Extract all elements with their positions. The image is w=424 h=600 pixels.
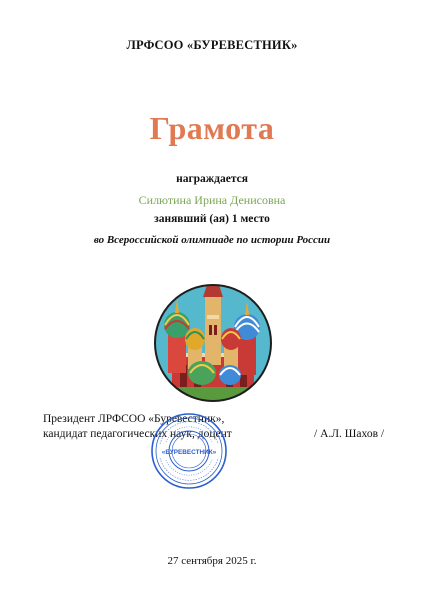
organization-name: ЛРФСОО «БУРЕВЕСТНИК»	[126, 38, 298, 52]
issue-date: 27 сентября 2025 г.	[167, 555, 257, 567]
certificate-title: Грамота	[149, 110, 275, 146]
stamp-center-text: «БУРЕВЕСТНИК»	[161, 449, 217, 456]
place-label: занявший (ая) 1 место	[154, 213, 270, 225]
recipient-name: Силютина Ирина Денисовна	[138, 193, 286, 207]
event-label: во Всероссийской олимпиаде по истории России	[93, 234, 331, 246]
signatory-name: / А.Л. Шахов /	[314, 428, 385, 440]
saint-basils-cathedral-icon	[150, 255, 276, 405]
seal-stamp	[150, 412, 228, 490]
signatory-title-line-2: кандидат педагогических наук, доцент	[43, 428, 232, 440]
awarded-label: награждается	[176, 173, 248, 185]
signatory-title-line-1: Президент ЛРФСОО «Буревестник»,	[43, 413, 225, 425]
